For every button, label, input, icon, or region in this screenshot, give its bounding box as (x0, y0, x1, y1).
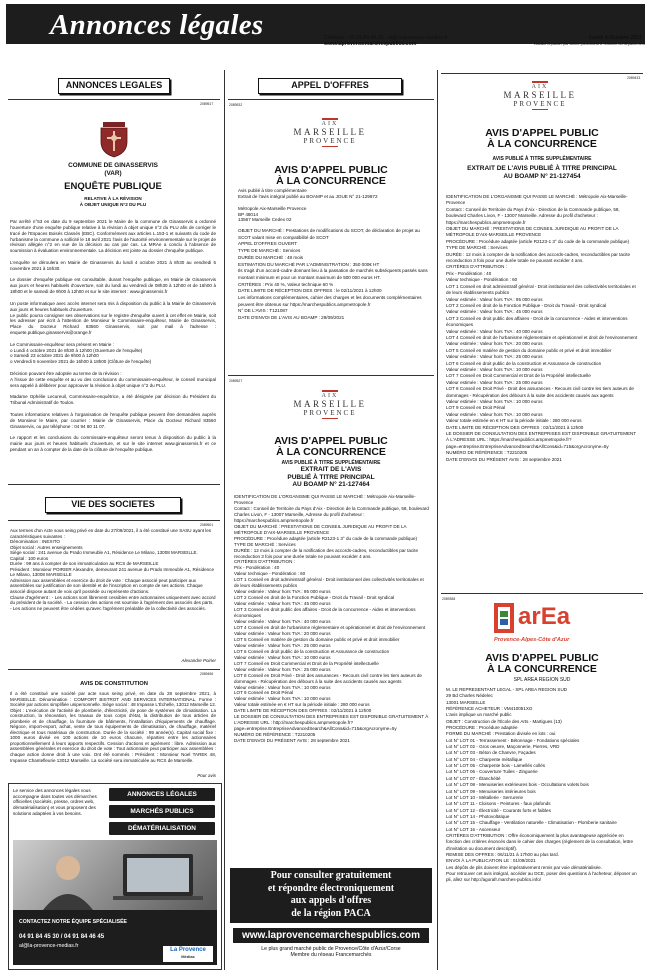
area-logo-region: Provence-Alpes-Côte d'Azur (494, 637, 570, 643)
enquete-subtitle (8, 196, 218, 207)
enquete-subtitle-line1: RELATIVE À LA RÉVISION (84, 196, 142, 201)
divider (441, 593, 643, 594)
amp3-title (441, 653, 643, 674)
logo-accent-bar (322, 418, 338, 420)
notice-ref: 2089527 (229, 379, 243, 383)
logo-accent-bar (532, 109, 548, 111)
paca-consult-banner: Pour consulter gratuitement et répondre électroniquement aux appels d'offres de la région PACA (230, 868, 432, 923)
section-header-vie-des-societes: VIE DES SOCIETES (45, 497, 181, 513)
marches-publics-url[interactable]: www.laprovencemarchespublics.com (233, 928, 429, 943)
amp1-intro: Avis publié à titre complémentaire Extrait de l'avis intégral publié au BOAMP et au JOUE N° 21-129872 (238, 188, 378, 199)
amp2-subtitle-1: AVIS PUBLIÉ À TITRE SUPPLÉMENTAIRE (281, 460, 381, 466)
logo-accent-bar (322, 118, 338, 120)
masthead-date: Lundi 4 Octobre 2021 (589, 35, 642, 41)
ginasservis-crest-icon (99, 122, 129, 158)
section-header-annonces-legales: ANNONCES LEGALES (58, 78, 170, 94)
la-provence-logo-text: La Provence (170, 947, 206, 953)
masthead-contact-line1: Contacts : 04.91.84.46.33 - al@la-provence-medias.fr (324, 35, 448, 41)
notice-ref: 2089532 (229, 103, 243, 107)
notice-ref: 2089456 (200, 672, 214, 676)
amp-right-title (441, 128, 643, 149)
column-divider-right (437, 70, 438, 970)
amp-right-subtitle-3: AU BOAMP N° 21-127454 (503, 172, 581, 180)
amp2-subtitle (230, 460, 432, 489)
divider (8, 520, 220, 521)
area-logo (490, 601, 595, 647)
enquete-title: ENQUÊTE PUBLIQUE (64, 181, 162, 192)
amp-right-subtitle-1: AVIS PUBLIÉ À TITRE SUPPLÉMENTAIRE (492, 156, 592, 162)
promo-contact-panel (13, 910, 217, 965)
marches-publics-tagline: Le plus grand marché public de Provence/Côte d'Azur/Corse Membre du réseau Francemarchés (261, 946, 401, 959)
la-provence-logo-sub: Médias (181, 954, 195, 959)
constitution-body: Il a été constitué une société par acte sous seing privé, en date du 28 septembre 2021, à MARSEILLE. Dénomination : COMFORT BISTROT AND SERVICES INTERNATIONAL. Forme : Société par actions simplifiée unipersonnelle. Siège social : 48 Impasse L'Échelle, 13012 Marseille 12. Objet : L'exécution de l'activité de plomberie, d'électricité, de pose de systèmes de climatisation. La construction, la rénovation, les travaux de tous corps d'état, la distribution de tous articles de plomberie et de chauffage, la fourniture de bâtiments, l'installation d'équipements de chauffage. Négoce, import-export, achat, vente de tous équipements de climatisation, de chauffage, matériel électrique et tous matériaux de construction. Durée de la société : 99 année(s). Capital social fixe : 1000 euros divisé en 100 actions de 10 euros chacune, réparties entre les actionnaires proportionnellement à leurs apports respectifs. Cession d'actions et agrément : libre. Admission aux assemblées générales et exercice du droit de vote : Tout actionnaire peut participer aux assemblées : chaque action donne droit à une voix. Ont été nommés : Président : Monsieur Noel TAREK 48, Impasse Chantefleurie 13012 Marseille. La société sera immatriculée au RCS de Marseille. (10, 691, 218, 763)
amp2-title (230, 436, 432, 457)
divider (8, 99, 220, 100)
section-header-appel-offres: APPEL D'OFFRES (258, 78, 402, 94)
amp-right-title-line1: AVIS D'APPEL PUBLIC (485, 127, 599, 139)
masthead-note: Habilité à publier par arrêté préfectoral le refuitrlet du département (533, 42, 645, 46)
amp1-address: Métropole Aix-Marseille Provence BP 48014 13567 Marseille Cedex 02 (238, 206, 307, 223)
promo-text: Le service des annonces légales vous accompagne dans toutes vos démarches officielles (sociétés, presse, ordres web, dématérialisation) et vous proposent des solutions adaptées à vos besoins. (13, 788, 97, 816)
amp2-body: IDENTIFICATION DE L'ORGANISME QUI PASSE LE MARCHÉ : Métropole Aix-Marseille-Provence Contact : Conseil de Territoire du Pays d'Aix - Direction de la Commande publique, 58, boulevard Charles Livon, F - 13007 Marseille, Adresse du profil d'acheteur : https://marchespublics.ampmetropole.fr OBJET DU MARCHÉ : PRESTATIONS DE CONSEIL JURIDIQUE AU PROFIT DE LA MÉTROPOLE D'AIX-MARSEILLE PROVENCE PROCÉDURE : Procédure adaptée (article R2123-1 3° du code de la commande publique) TYPE DE MARCHÉ : Services DURÉE : 12 mois à compter de la notification des accords-cadres, reconductibles par tacite reconduction 3 fois pour une durée totale ne pouvant excéder 4 ans. CRITÈRES D'ATTRIBUTION : Prix - Pondération : 40 Valeur technique - Pondération : 60 LOT 1 Conseil en droit administratif général - Droit institutionnel des collectivités territoriales et de leurs établissements publics Valeur estimée : Valeur hors TVA : 95 000 euros LOT 2 Conseil en droit de la Fonction Publique - Droit du Travail - Droit syndical Valeur estimée : Valeur hors TVA : 45 000 euros LOT 3 Conseil en droit public des affaires - Droit de la concurrence - Aides et interventions économiques Valeur estimée : Valeur hors TVA : 40 000 euros LOT 4 Conseil en droit de l'urbanisme réglementaire et opérationnel et droit de l'environnement Valeur estimée : Valeur hors TVA : 20 000 euros LOT 5 Conseil en matière de gestion du domaine public et privé et droit immobilier Valeur estimée : Valeur hors TVA : 25 000 euros LOT 6 Conseil en droit public de la construction et Assurance de construction Valeur estimée : Valeur hors TVA : 10 000 euros LOT 7 Conseil en Droit Commercial et Droit de la Propriété intellectuelle Valeur estimée : Valeur hors TVA : 25 000 euros LOT 8 Conseil en Droit Privé - Droit des assurances - Recours civil contre les tiers auteurs de dommages - Récupération des débours à la suite des accidents causés aux agents Valeur estimée : Valeur hors TVA : 10 000 euros LOT 9 Conseil en Droit Pénal Valeur estimée : Valeur hors TVA : 10 000 euros Valeur totale estimée en € HT sur la période initiale : 280 000 euros DATE LIMITE DE RÉCEPTION DES OFFRES : 02/11/2021 à 12h00 LE DOSSIER DE CONSULTATION DES ENTREPRISES EST DISPONIBLE GRATUITEMENT À L'ADRESSE URL : http://marchespublics.ampmetropole.fr?page=entreprise.EntrepriseAdvancedSearch&AllCons&id=715&orgAcronyme=5y NUMÉRO DE RÉFÉRENCE : T2210205 DATE D'ENVOI DU PRÉSENT AVIS : 28 septembre 2021 (234, 494, 429, 744)
masthead-title: Annonces légales (50, 9, 264, 41)
enquete-body: Par arrêté n°53 en date du 9 septembre 2021 le Maire de la commune de Ginasservis a ordonné l'ouverture d'une enquête publique relative à la révision à objet unique n°2 du PLU afin de corriger le tracé de l'Espaces Boisés Classés (EBC). Conformément aux articles L.153-1 et suivants du code de l'urbanisme la commune a sollicité le 18 avril 2021 l'avis de l'autorité environnementale sur le projet de révision allégée n°2 en vue de la décision au cas par cas. La MRAe a conclu à l'absence de soumission à évaluation environnementale. La décision est jointe au dossier d'enquête publique. L'enquête se déroulera en Mairie de Ginasservis du lundi 4 octobre 2021 à 8h30 au vendredi 5 novembre 2021 à 16h30. Le dossier d'enquête publique est consultable, durant l'enquête publique, en Mairie de Ginasservis aux jours et heures habituels d'ouverture, soit du lundi au vendredi de 08h30 à 12h00 et de 16h00 à 18h00 et le samedi de 9h00 à 12h00 et sur le site internet : www.ginasservis.fr Un poste informatique avec accès internet sera mis à disposition du public à la Mairie de Ginasservis aux jours et heures habituels d'ouverture. Le public pourra consigner ses observations sur le registre d'enquête ouvert à cet effet en Mairie, soit les adresser par écrit à l'attention de Monsieur le Commissaire-enquêteur, Mairie de Ginasservis, Place du Docteur Richard 83560 Ginasservis, soit par mail à l'adresse : enquete.publique.ginasservis@orange.fr Le Commissaire-enquêteur sera présent en Mairie : o Lundi 4 octobre 2021 de 8h30 à 12h00 (Ouverture de l'enquête) o Samedi 23 octobre 2021 de 9h00 à 12h00 o Vendredi 5 novembre 2021 de 16h00 à 18h00 (Clôture de l'enquête) Décision pouvant être adoptée au terme de la révision : A l'issue de cette enquête et au vu des conclusions du commissaire-enquêteur, le conseil municipal sera appelé à délibérer pour approuver la révision à objet unique n°2 du PLU. Madame Ophélie Lecureuil, Commissaire-enquêtrice, a été désignée par décision du Président du Tribunal Administratif de Toulon. Toutes informations relatives à l'organisation de l'enquête publique peuvent être demandées auprès de Monsieur le Maire, par courrier : Mairie de Ginasservis, Place du Docteur Richard 83560 Ginasservis, ou par téléphone : 04 94 80 11 07. Le rapport et les conclusions du commissaire-enquêteur seront tenus à disposition du public à la mairie aux jours et heures habituels d'ouverture, et sur le site internet www.ginasservis.fr et ce pendant un an à compter de la date de la clôture de l'enquête publique. (10, 219, 216, 452)
amp2-title-line2: À LA CONCURRENCE (276, 445, 386, 458)
promo-photo (13, 840, 217, 910)
promo-button-marches[interactable]: MARCHÉS PUBLICS (109, 805, 215, 818)
notice-ref: 2089358 (442, 597, 456, 601)
column-divider-left (224, 70, 225, 970)
commune-title (8, 162, 218, 177)
divider (228, 99, 434, 100)
amp1-body: OBJET DU MARCHÉ : Prestations de modifications du SCOT, de déclaration de projet au SCOT valant mise en compatibilité de SCOT APPEL D'OFFRES OUVERT TYPE DE MARCHÉ : Services DURÉE DU MARCHÉ : 48 mois ESTIMATION DU MARCHÉ PAR L'ADMINISTRATION : 350 000€ HT Ils s'agit d'un accord-cadre donnant lieu à la passation de marchés subséquents passés sans montant minimum et pour un montant maximum de 500 000 euros HT. CRITÈRES : Prix 40 %, Valeur technique 60 % DATE LIMITE DE RÉCEPTION DES OFFRES : le 02/11/2021 à 12h00 Les informations complémentaires, cahier des charges et les documents complémentaires peuvent être obtenus sur https://marchespublics.ampmetropole.fr N° DE L'AVIS : T121087 DATE D'ENVOI DE L'AVIS AU BOAMP : 29/09/2021 (238, 228, 428, 321)
divider (8, 669, 220, 670)
amp-right-subtitle-2: EXTRAIT DE L'AVIS PUBLIÉ À TITRE PRINCIPAL (467, 165, 617, 172)
commune-name: COMMUNE DE GINASSERVIS (68, 162, 158, 169)
societe-notice-inexito: Aux termes d'un Acte sous seing privé en date du 27/09/2021, il a été constitué une SASU ayant les caractéristiques suivantes : Dénomination : INEXITO Objet social : Autres enseignements Siège social : 241 avenue du Prado Immeuble A1, Résidence Le Milano, 13008 MARSEILLE. Capital : 100 euros Durée : 99 ans à compter de son immatriculation au RCS de MARSEILLE Président : Monsieur POIRIER Alexandre, demeurant 241 avenue du Prado Immeuble A1, Résidence Le Milano, 13008 MARSEILLE Admission aux assemblées et exercice du droit de vote : Chaque associé peut participer aux assemblées sur justification de son identité et de l'inscription en compte de ses actions. Chaque associé dispose autant de voix qu'il possède ou représente d'actions. Clause d'agrément : - Les actions sont librement cessibles entre actionnaires uniquement avec accord du président de la société. - La cession des actions est soumise à l'agrément des associés des parts. - Les actions ne peuvent être cédées qu'avec l'agrément préalable de la collectivité des associés. (10, 528, 216, 611)
amp1-title (230, 165, 432, 186)
aix-marseille-provence-logo: AIX MARSEILLE PROVENCE (280, 117, 380, 148)
amp1-title-line2: À LA CONCURRENCE (276, 174, 386, 187)
amp2-subtitle-3: PUBLIÉ À TITRE PRINCIPAL (287, 473, 375, 481)
amp3-title-line1: AVIS D'APPEL PUBLIC (485, 652, 599, 664)
divider (441, 73, 643, 74)
amp1-title-line1: AVIS D'APPEL PUBLIC (274, 164, 388, 176)
logo-accent-bar (532, 81, 548, 83)
constitution-title: AVIS DE CONSTITUTION (80, 681, 148, 687)
commune-department: (VAR) (104, 169, 122, 177)
amp3-title-line2: À LA CONCURRENCE (487, 662, 597, 675)
logo-accent-bar (322, 146, 338, 148)
promo-email[interactable]: al@la-provence-medias.fr (19, 943, 79, 949)
notice-ref: 2089433 (627, 76, 641, 80)
amp-right-title-line2: À LA CONCURRENCE (487, 137, 597, 150)
notice-ref: 2089501 (200, 523, 214, 527)
logo-accent-bar (322, 390, 338, 392)
masthead-contact-url[interactable]: www.laprovencemarchespublics.com (324, 41, 417, 47)
promo-phone[interactable]: 04 91 84 45 30 / 04 91 84 46 45 (19, 934, 105, 940)
aix-marseille-provence-logo: AIX MARSEILLE PROVENCE (280, 389, 380, 420)
promo-box (8, 783, 222, 970)
societe-notice-signature: Alexandre Poirier (181, 658, 216, 663)
aix-marseille-provence-logo: AIX MARSEILLE PROVENCE (490, 80, 590, 111)
amp3-subtitle: SPL AREA REGION SUD (513, 677, 571, 683)
enquete-subtitle-line2: À OBJET UNIQUE N°2 DU PLU (79, 201, 147, 207)
notice-ref: 2089517 (200, 102, 214, 106)
la-provence-logo (163, 946, 213, 962)
amp-right-subtitle (441, 156, 643, 180)
amp2-subtitle-2: EXTRAIT DE L'AVIS (300, 466, 362, 473)
amp2-title-line1: AVIS D'APPEL PUBLIC (274, 435, 388, 447)
amp3-body: M. LE REPRESENTANT LEGAL - SPL AREA REGION SUD 29 Bd Charles Nédelec 13001 MARSEILLE RÉFÉRENCE ACHETEUR : VM410051XG L'avis implique un marché public OBJET : Construction de l'École des Arts - Martigues (13) PROCÉDURE : Procédure adaptée FORME DU MARCHÉ : Prestation divisée en lots : oui Lot N° LOT 01 - Terrassement - Bétonnage - Fondations spéciales Lot N° LOT 02 - Gros oeuvre, Maçonnerie, Pierres, VRD Lot N° LOT 03 - Béton de Chanvre, Façades Lot N° LOT 04 - Charpente métallique Lot N° LOT 05 - Charpente bois - Lamellés collés Lot N° LOT 06 - Couverture Tuiles - Zinguerie Lot N° LOT 07 - Étanchéité Lot N° LOT 08 - Menuiseries extérieures bois - Occultations volets bois Lot N° LOT 09 - Menuiseries intérieures bois Lot N° LOT 10 - Métallerie - Serrurerie Lot N° LOT 11 - Cloisons - Peintures - faux plafonds Lot N° LOT 12 - Électricité - Courants forts et faibles Lot N° LOT 14 - Photovoltaïque Lot N° LOT 15 - Chauffage - Ventilation naturelle - Climatisation - Plomberie sanitaire Lot N° LOT 16 - Ascenseur CRITÈRES D'ATTRIBUTION : Offre économiquement la plus avantageuse appréciée en fonction des critères énoncés dans le cahier des charges (règlement de la consultation, lettre d'invitation ou document descriptif). REMISE DES OFFRES : 06/11/21 à 17h00 au plus tard. ENVOI À LA PUBLICATION LE : 01/09/2021 Les dépôts de plis doivent être impérativement remis par voie dématérialisée. Pour retrouver cet avis intégral, accéder au DCE, poser des questions à l'acheteur, déposer un pli, allez sur http://agorafr.marches-publics.info/ (446, 687, 637, 883)
divider (8, 484, 220, 485)
divider (228, 375, 434, 376)
amp-right-body: IDENTIFICATION DE L'ORGANISME QUI PASSE LE MARCHÉ : Métropole Aix-Marseille-Provence Contact : Conseil de Territoire du Pays d'Aix - Direction de la Commande publique, 58, boulevard Charles Livon, F - 13007 Marseille. Adresse du profil d'acheteur : https://marchespublics.ampmetropole.fr OBJET DU MARCHÉ : PRESTATIONS DE CONSEIL JURIDIQUE AU PROFIT DE LA MÉTROPOLE D'AIX-MARSEILLE PROVENCE PROCÉDURE : Procédure adaptée (article R2123-1 3° du code de la commande publique) TYPE DE MARCHÉ : Services DURÉE : 12 mois à compter de la notification des accords-cadres, reconductibles par tacite reconduction 3 fois pour une durée totale ne pouvant excéder 4 ans. CRITÈRES D'ATTRIBUTION : Prix - Pondération : 40 Valeur technique - Pondération : 60 LOT 1 Conseil en droit administratif général - Droit institutionnel des collectivités territoriales et de leurs établissements publics Valeur estimée : Valeur hors TVA : 95 000 euros LOT 2 Conseil en droit de la Fonction Publique - Droit du Travail - Droit syndical Valeur estimée : Valeur hors TVA : 45 000 euros LOT 3 Conseil en droit public des affaires - Droit de la concurrence - Aides et interventions économiques Valeur estimée : Valeur hors TVA : 40 000 euros LOT 4 Conseil en droit de l'urbanisme réglementaire et opérationnel et droit de l'environnement Valeur estimée : Valeur hors TVA : 20 000 euros LOT 5 Conseil en matière de gestion du domaine public et privé et droit immobilier Valeur estimée : Valeur hors TVA : 25 000 euros LOT 6 Conseil en droit public de la construction et Assurance de construction Valeur estimée : Valeur hors TVA : 10 000 euros LOT 7 Conseil en Droit Commercial et Droit de la Propriété intellectuelle Valeur estimée : Valeur hors TVA : 25 000 euros LOT 8 Conseil en Droit Privé - Droit des assurances - Recours civil contre les tiers auteurs de dommages - Récupération des débours à la suite des accidents causés aux agents Valeur estimée : Valeur hors TVA : 10 000 euros LOT 9 Conseil en Droit Pénal Valeur estimée : Valeur hors TVA : 10 000 euros Valeur totale estimée en € HT sur la période initiale : 280 000 euros DATE LIMITE DE RÉCEPTION DES OFFRES : 02/11/2021 à 12h00 LE DOSSIER DE CONSULTATION DES ENTREPRISES EST DISPONIBLE GRATUITEMENT À L'ADRESSE URL : https://marchespublics.ampmetropole.fr?page=entreprise.EntrepriseAdvancedSearch&AllCons&id=715&orgAcronyme=5y NUMÉRO DE RÉFÉRENCE : T2210205 DATE D'ENVOI DU PRÉSENT AVIS : 28 septembre 2021 (446, 194, 638, 462)
promo-button-annonces[interactable]: ANNONCES LÉGALES (109, 788, 215, 801)
constitution-signature: Pour avis (197, 773, 216, 778)
area-logo-text: arEa (518, 603, 571, 630)
amp2-subtitle-4: AU BOAMP N° 21-127464 (292, 481, 370, 488)
promo-button-dematerialisation[interactable]: DÉMATÉRIALISATION (109, 822, 215, 835)
promo-cta: CONTACTEZ NOTRE ÉQUIPE SPÉCIALISÉE (19, 919, 127, 925)
